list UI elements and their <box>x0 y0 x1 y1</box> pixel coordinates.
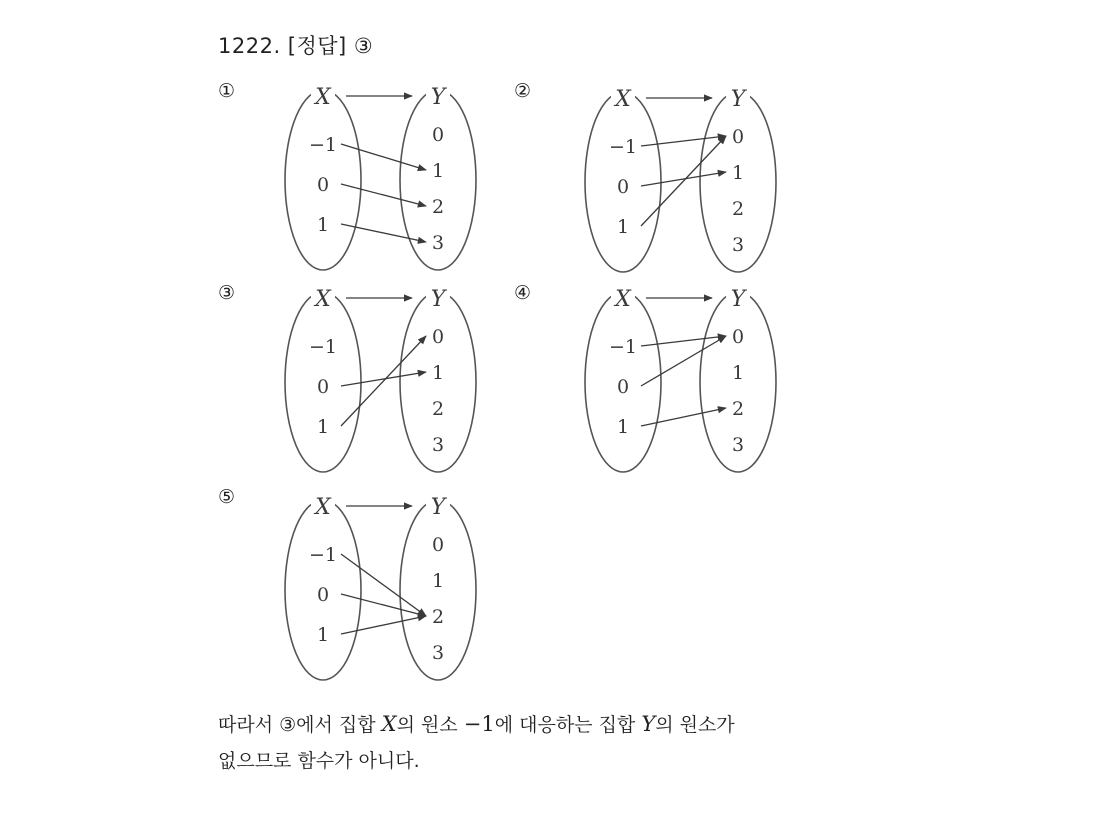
set-y-label: Y <box>730 87 746 112</box>
mapping-arrow <box>641 336 726 346</box>
mapping-arrow <box>341 336 426 426</box>
mapping-arrow <box>641 136 726 146</box>
choice-marker-3: ③ <box>218 282 236 304</box>
mapping-arrow <box>641 336 726 386</box>
codomain-element: 2 <box>731 398 745 420</box>
mapping-arrow <box>641 136 726 226</box>
codomain-element: 0 <box>431 534 445 556</box>
set-y-symbol: Y <box>641 712 656 736</box>
set-y-label: Y <box>730 287 746 312</box>
set-x-label: X <box>615 87 631 112</box>
set-x-symbol: X <box>381 712 397 736</box>
domain-element: −1 <box>308 336 338 358</box>
choice-marker-1: ① <box>218 80 236 102</box>
codomain-element: 0 <box>431 124 445 146</box>
codomain-element: 3 <box>431 642 445 664</box>
codomain-element: 2 <box>431 606 445 628</box>
domain-element: −1 <box>608 336 638 358</box>
choice-marker-5: ⑤ <box>218 486 236 508</box>
domain-element: 0 <box>316 584 330 606</box>
codomain-element: 2 <box>731 198 745 220</box>
mapping-arrow <box>341 554 426 616</box>
codomain-element: 1 <box>431 362 445 384</box>
choice-marker-4: ④ <box>514 282 532 304</box>
conclusion-line-1 <box>218 706 735 743</box>
mapping-diagram-3 <box>278 286 493 476</box>
set-y-label: Y <box>430 495 446 520</box>
conclusion-part-b: 의 원소 <box>396 714 464 736</box>
mapping-arrow <box>341 372 426 386</box>
set-y-label: Y <box>430 85 446 110</box>
codomain-element: 2 <box>431 398 445 420</box>
mapping-diagram-1 <box>278 84 493 274</box>
domain-element: −1 <box>608 136 638 158</box>
mapping-diagram-4 <box>578 286 793 476</box>
problem-title: 1222. [정답] ③ <box>218 34 374 58</box>
conclusion-line-2: 없으므로 함수가 아니다. <box>218 750 420 772</box>
set-x-label: X <box>615 287 631 312</box>
codomain-element: 0 <box>431 326 445 348</box>
codomain-element: 1 <box>431 570 445 592</box>
conclusion-part-c: 에 대응하는 집합 <box>494 714 642 736</box>
codomain-element: 3 <box>431 434 445 456</box>
codomain-element: 3 <box>731 234 745 256</box>
domain-element: 0 <box>616 176 630 198</box>
set-x-label: X <box>315 287 331 312</box>
codomain-element: 0 <box>731 326 745 348</box>
domain-element: 0 <box>316 376 330 398</box>
set-x-label: X <box>315 85 331 110</box>
codomain-element: 1 <box>431 160 445 182</box>
conclusion-part-d: 의 원소가 <box>655 714 735 736</box>
mapping-arrow <box>341 616 426 634</box>
conclusion-part-a: 따라서 ③에서 집합 <box>218 714 382 736</box>
codomain-element: 3 <box>431 232 445 254</box>
codomain-element: 0 <box>731 126 745 148</box>
element-minus-one: −1 <box>463 712 495 736</box>
mapping-diagram-2 <box>578 86 793 276</box>
domain-element: 1 <box>316 214 330 236</box>
domain-element: 1 <box>316 624 330 646</box>
mapping-arrow <box>641 172 726 186</box>
domain-element: −1 <box>308 544 338 566</box>
set-y-label: Y <box>430 287 446 312</box>
domain-element: 0 <box>616 376 630 398</box>
domain-element: 1 <box>616 216 630 238</box>
conclusion-text <box>218 706 735 779</box>
domain-element: 1 <box>316 416 330 438</box>
mapping-arrow <box>341 184 426 206</box>
domain-element: −1 <box>308 134 338 156</box>
codomain-element: 3 <box>731 434 745 456</box>
codomain-element: 2 <box>431 196 445 218</box>
domain-element: 1 <box>616 416 630 438</box>
choice-marker-2: ② <box>514 80 532 102</box>
set-x-label: X <box>315 495 331 520</box>
mapping-arrow <box>341 144 426 170</box>
domain-element: 0 <box>316 174 330 196</box>
codomain-element: 1 <box>731 362 745 384</box>
codomain-element: 1 <box>731 162 745 184</box>
mapping-arrow <box>341 594 426 616</box>
mapping-diagram-5 <box>278 494 493 684</box>
mapping-arrow <box>641 408 726 426</box>
